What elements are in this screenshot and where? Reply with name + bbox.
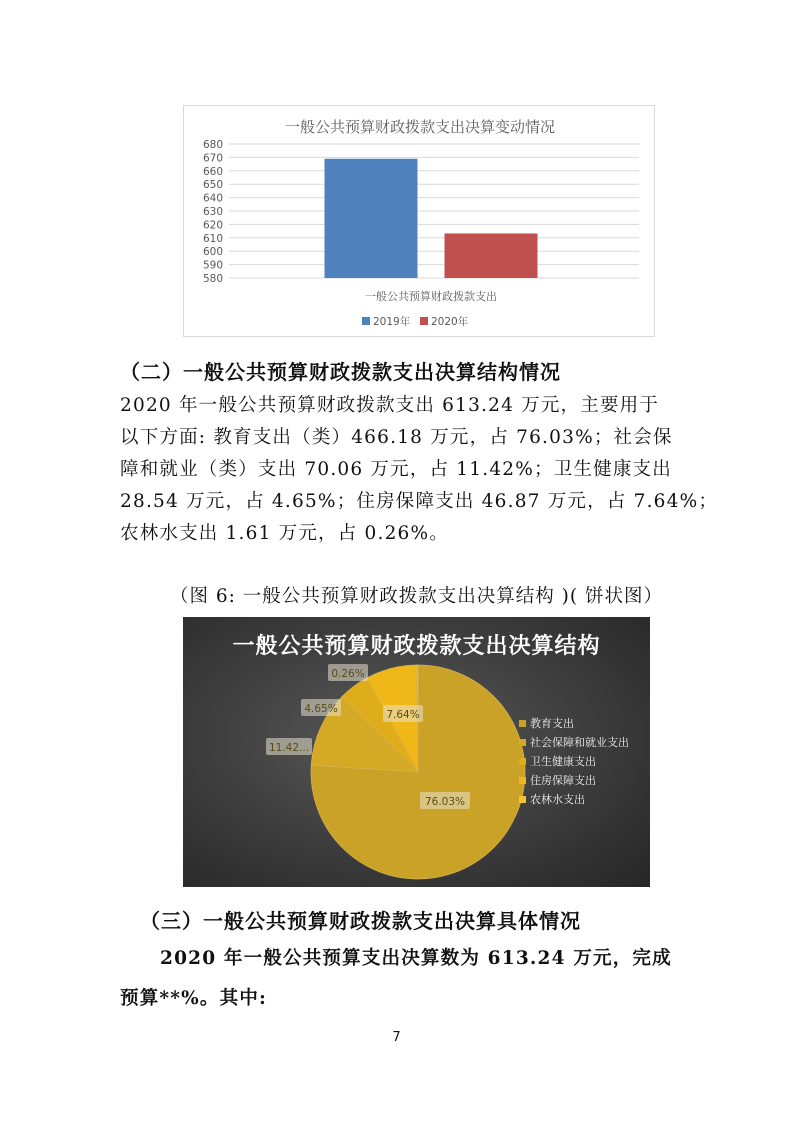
y-tick-label: 650 <box>202 179 223 192</box>
legend-swatch <box>362 317 370 325</box>
y-tick-label: 580 <box>202 273 223 285</box>
section-2-heading: （二）一般公共预算财政拨款支出决算结构情况 <box>120 360 561 384</box>
legend-label: 卫生健康支出 <box>530 755 596 768</box>
bar-chart-category-label: 一般公共预算财政拨款支出 <box>365 290 497 303</box>
paragraph-line: 障和就业（类）支出 70.06 万元，占 11.42%；卫生健康支出 <box>120 459 672 480</box>
pie-chart-title: 一般公共预算财政拨款支出决算结构 <box>232 634 601 659</box>
section-3-line-1: 2020 年一般公共预算支出决算数为 613.24 万元，完成 <box>160 948 672 969</box>
y-tick-label: 680 <box>202 139 223 151</box>
section-3-heading: （三）一般公共预算财政拨款支出决算具体情况 <box>140 909 581 933</box>
data-label: 7.64% <box>386 709 420 721</box>
legend-label: 2019年 <box>373 316 411 328</box>
y-tick-label: 660 <box>202 165 223 178</box>
legend-label: 住房保障支出 <box>530 774 596 787</box>
bar-chart <box>183 105 655 337</box>
bar-2019 <box>325 159 418 278</box>
legend-swatch <box>519 758 526 765</box>
legend-label: 教育支出 <box>530 717 574 730</box>
bar-chart-title: 一般公共预算财政拨款支出决算变动情况 <box>284 118 556 136</box>
y-tick-label: 590 <box>202 259 223 272</box>
legend-label: 2020年 <box>431 316 469 328</box>
legend-label: 社会保障和就业支出 <box>530 736 629 749</box>
paragraph-line: 农林水支出 1.61 万元，占 0.26%。 <box>120 523 450 544</box>
y-tick-label: 630 <box>202 206 223 218</box>
pie-chart-svg <box>183 617 650 887</box>
pie-chart <box>183 617 650 887</box>
legend-swatch <box>519 796 526 803</box>
data-label: 76.03% <box>424 796 466 808</box>
legend-label: 农林水支出 <box>530 793 585 806</box>
legend-swatch <box>519 777 526 784</box>
paragraph-line: 2020 年一般公共预算财政拨款支出 613.24 万元，主要用于 <box>120 395 660 416</box>
data-label: 4.65% <box>304 703 338 715</box>
y-tick-label: 640 <box>202 192 223 205</box>
y-tick-label: 620 <box>202 219 223 232</box>
legend-swatch <box>420 317 428 325</box>
data-label: 0.26% <box>331 668 365 680</box>
legend-swatch <box>519 739 526 746</box>
legend-swatch <box>519 720 526 727</box>
y-tick-label: 670 <box>202 152 223 165</box>
page-number: 7 <box>392 1030 401 1045</box>
y-tick-label: 610 <box>202 232 223 245</box>
bar-2020 <box>445 233 538 278</box>
y-tick-label: 600 <box>202 246 223 259</box>
figure-caption: （图 6: 一般公共预算财政拨款支出决算结构 )( 饼状图） <box>170 586 663 607</box>
data-label: 11.42... <box>268 742 310 754</box>
section-2-paragraph <box>120 390 719 550</box>
paragraph-line: 以下方面: 教育支出（类）466.18 万元，占 76.03%；社会保 <box>120 427 673 448</box>
paragraph-line: 28.54 万元，占 4.65%；住房保障支出 46.87 万元，占 7.64%； <box>120 491 719 512</box>
bar-chart-svg <box>184 106 656 338</box>
section-3-line-2: 预算**%。其中: <box>120 988 268 1009</box>
